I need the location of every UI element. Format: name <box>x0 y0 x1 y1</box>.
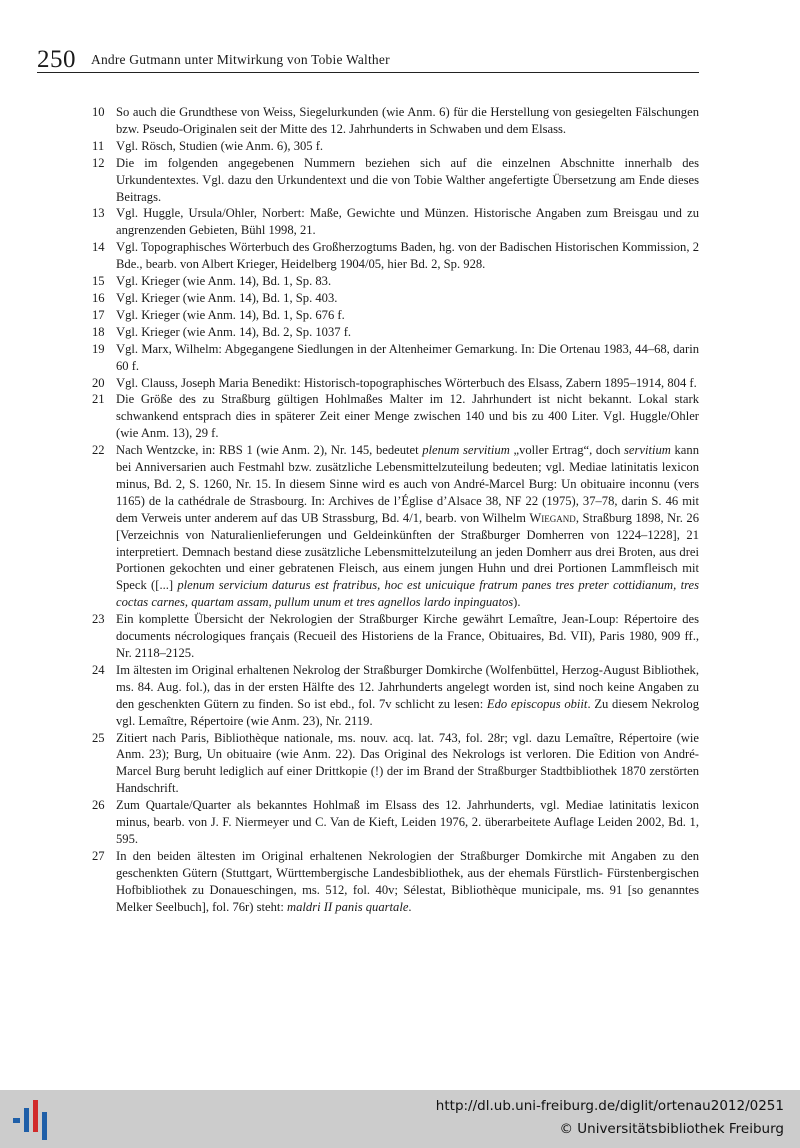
footnote-text: Nach Wentzcke, in: RBS 1 (wie Anm. 2), Nr. 145, bedeutet plenum servitium „voller Ertrag“, doch servitium kann bei Anniversarien auch Festmahl bzw. zusätzliche Lebensmittelzuteilung bedeuten; vgl. Mediae latinitatis lexicon minus, Bd. 2, S. 1260, Nr. 15. In diesem Sinne wird es auch von André-Marcel Burg: Un obituaire inconnu (vers 1165) de la cathédrale de Strasbourg. In: Archives de l’Église d’Alsace 38, NF 22 (1975), 37–78, darin S. 46 mit dem Verweis unter anderem auf das UB Strassburg, Bd. 4/1, bearb. von Wilhelm Wiegand, Straßburg 1898, Nr. 26 [Verzeichnis von Naturalienlieferungen und Geldeinkünften der Straßburger Domherren von 1224–1228], 21 interpretiert. Demnach bestand diese zusätzliche Lebensmittelzuteilung an jeden Domherr aus drei Broten, aus drei Portionen gekochten und einer gebratenen Fleisch, aus einem jungen Huhn und drei Portionen Lammfleisch mit Speck ([...] plenum servicium daturus est fratribus, hoc est unicuique fratrum panes tres preter cottidianum, tres coctas carnes, quartam assam, pullum unum et tres agnellos lardo inpinguatos). <box>116 443 700 610</box>
footnote-number: 16 <box>92 290 105 305</box>
footnote-text: Vgl. Marx, Wilhelm: Abgegangene Siedlungen in der Altenheimer Gemarkung. In: Die Ortenau 1983, 44–68, darin 60 f. <box>116 341 699 373</box>
footnote-number: 21 <box>92 392 105 407</box>
footnote-text: Die im folgenden angegebenen Nummern beziehen sich auf die einzelnen Abschnitte innerhalb des Urkundentextes. Vgl. dazu den Urkundentext und die von Tobie Walther angefertigte Übersetzung am Ende dieses Beitrags. <box>116 155 699 204</box>
footnote-12 <box>92 155 699 206</box>
footnote-25 <box>92 730 699 798</box>
footnote-19 <box>92 341 699 375</box>
footer-copyright: © Universitätsbibliothek Freiburg <box>559 1121 784 1137</box>
page-header <box>37 46 699 73</box>
footnote-text: Im ältesten im Original erhaltenen Nekrolog der Straßburger Domkirche (Wolfenbüttel, Herzog-August Bibliothek, ms. 84. Aug. fol.), das in der ersten Hälfte des 12. Jahrhunderts angelegt worden ist, sind noch keine Angaben zu den geschenkten Gütern zu finden. So ist ebd., fol. 7v schlicht zu lesen: Edo episcopus obiit. Zu diesem Nekrolog vgl. Lemaître, Répertoire (wie Anm. 23), Nr. 2119. <box>116 662 699 728</box>
footnote-number: 20 <box>92 375 105 390</box>
footnote-10 <box>92 104 699 138</box>
page-number: 250 <box>37 46 76 73</box>
footnote-text: Vgl. Krieger (wie Anm. 14), Bd. 1, Sp. 403. <box>116 290 338 305</box>
footnote-number: 23 <box>92 612 105 627</box>
running-head: Andre Gutmann unter Mitwirkung von Tobie Walther <box>91 52 390 67</box>
footnote-text: Vgl. Topographisches Wörterbuch des Großherzogtums Baden, hg. von der Badischen Historischen Kommission, 2 Bde., bearb. von Albert Krieger, Heidelberg 1904/05, hier Bd. 2, Sp. 928. <box>116 240 699 272</box>
footnote-number: 22 <box>92 443 105 458</box>
footnote-number: 26 <box>92 798 105 813</box>
footnote-text: Vgl. Krieger (wie Anm. 14), Bd. 1, Sp. 83. <box>116 274 332 289</box>
footnote-text: Ein komplette Übersicht der Nekrologien der Straßburger Kirche gewährt Lemaître, Jean-Loup: Répertoire des documents nécrologiques français (Recueil des Historiens de la France, Obituaires, Bd. VII), Paris 1980, 909 ff., Nr. 2118–2125. <box>116 612 699 660</box>
footnote-23 <box>92 611 699 662</box>
footnote-14 <box>92 239 699 273</box>
footnote-text: Vgl. Clauss, Joseph Maria Benedikt: Historisch-topographisches Wörterbuch des Elsass, Zabern 1895–1914, 804 f. <box>116 375 697 390</box>
footnote-number: 18 <box>92 324 105 339</box>
footnote-number: 25 <box>92 730 105 745</box>
footer-url-link[interactable]: http://dl.ub.uni-freiburg.de/diglit/ortenau2012/0251 <box>435 1098 784 1114</box>
footnote-text: In den beiden ältesten im Original erhaltenen Nekrologien der Straßburger Domkirche mit Angaben zu den geschenkten Gütern (Stuttgart, Württembergische Landesbibliothek, aus der ehemals Fürstlich- Fürstenbergischen Hofbibliothek zu Donaueschingen, ms. 512, fol. 40v; Sélestat, Bibliothèque municipale, ms. 91 [so genanntes Melker Seelbuch], fol. 76r) steht: maldri II panis quartale. <box>116 848 699 914</box>
footnote-21 <box>92 391 699 442</box>
footnote-20 <box>92 375 699 392</box>
footnote-17 <box>92 307 699 324</box>
footnote-number: 19 <box>92 341 105 356</box>
footnote-22 <box>92 442 699 611</box>
footnote-number: 27 <box>92 848 105 863</box>
footnote-text: Zitiert nach Paris, Bibliothèque nationale, ms. nouv. acq. lat. 743, fol. 28r; vgl. dazu Lemaître, Répertoire (wie Anm. 23); Burg, Un obituaire (wie Anm. 22). Das Original des Nekrologs ist verloren. Die Edition von André-Marcel Burg beruht lediglich auf einer Drittkopie (!) der im Brand der Straßburger Stadtbibliothek 1870 zerstörten Handschrift. <box>116 730 699 796</box>
footnote-27 <box>92 848 699 916</box>
footer-bar <box>0 1090 800 1148</box>
footnote-text: Die Größe des zu Straßburg gültigen Hohlmaßes Malter im 12. Jahrhundert ist nicht bekannt. Lokal stark schwankend entsprach dies in späterer Zeit einer Menge zwischen 140 und bis zu 400 Liter. Vgl. Huggle/Ohler (wie Anm. 13), 29 f. <box>116 392 699 441</box>
footnote-number: 24 <box>92 662 105 677</box>
footnote-11 <box>92 138 699 155</box>
footnote-24 <box>92 662 699 730</box>
footnote-text: Zum Quartale/Quarter als bekanntes Hohlmaß im Elsass des 12. Jahrhunderts, vgl. Mediae latinitatis lexicon minus, bearb. von J. F. Niermeyer und C. Van de Kieft, Leiden 1976, 2. überarbeitete Auflage Leiden 2002, Bd. 1, 595. <box>116 798 699 846</box>
footnote-text: Vgl. Krieger (wie Anm. 14), Bd. 2, Sp. 1037 f. <box>116 324 352 339</box>
footnote-16 <box>92 290 699 307</box>
footnote-26 <box>92 797 699 848</box>
footnote-15 <box>92 273 699 290</box>
footnote-text: Vgl. Rösch, Studien (wie Anm. 6), 305 f. <box>116 138 324 153</box>
footnote-number: 17 <box>92 307 105 322</box>
footnotes <box>92 104 699 916</box>
footnote-18 <box>92 324 699 341</box>
footnote-text: So auch die Grundthese von Weiss, Siegelurkunden (wie Anm. 6) für die Herstellung von gesiegelten Fälschungen bzw. Pseudo-Originalen seit der Mitte des 12. Jahrhunderts in Schwaben und dem Elsass. <box>116 105 699 136</box>
footnote-number: 13 <box>92 206 105 221</box>
university-library-logo-icon <box>13 1100 53 1142</box>
footnote-number: 15 <box>92 274 105 289</box>
footnote-number: 14 <box>92 240 105 255</box>
footnote-13 <box>92 205 699 239</box>
footnote-number: 12 <box>92 155 105 170</box>
footnote-number: 10 <box>92 105 105 119</box>
footnote-text: Vgl. Huggle, Ursula/Ohler, Norbert: Maße, Gewichte und Münzen. Historische Angaben zum Breisgau und zu angrenzenden Gebieten, Bühl 1998, 21. <box>116 206 699 238</box>
footnote-text: Vgl. Krieger (wie Anm. 14), Bd. 1, Sp. 676 f. <box>116 307 345 322</box>
footnote-number: 11 <box>92 138 105 153</box>
